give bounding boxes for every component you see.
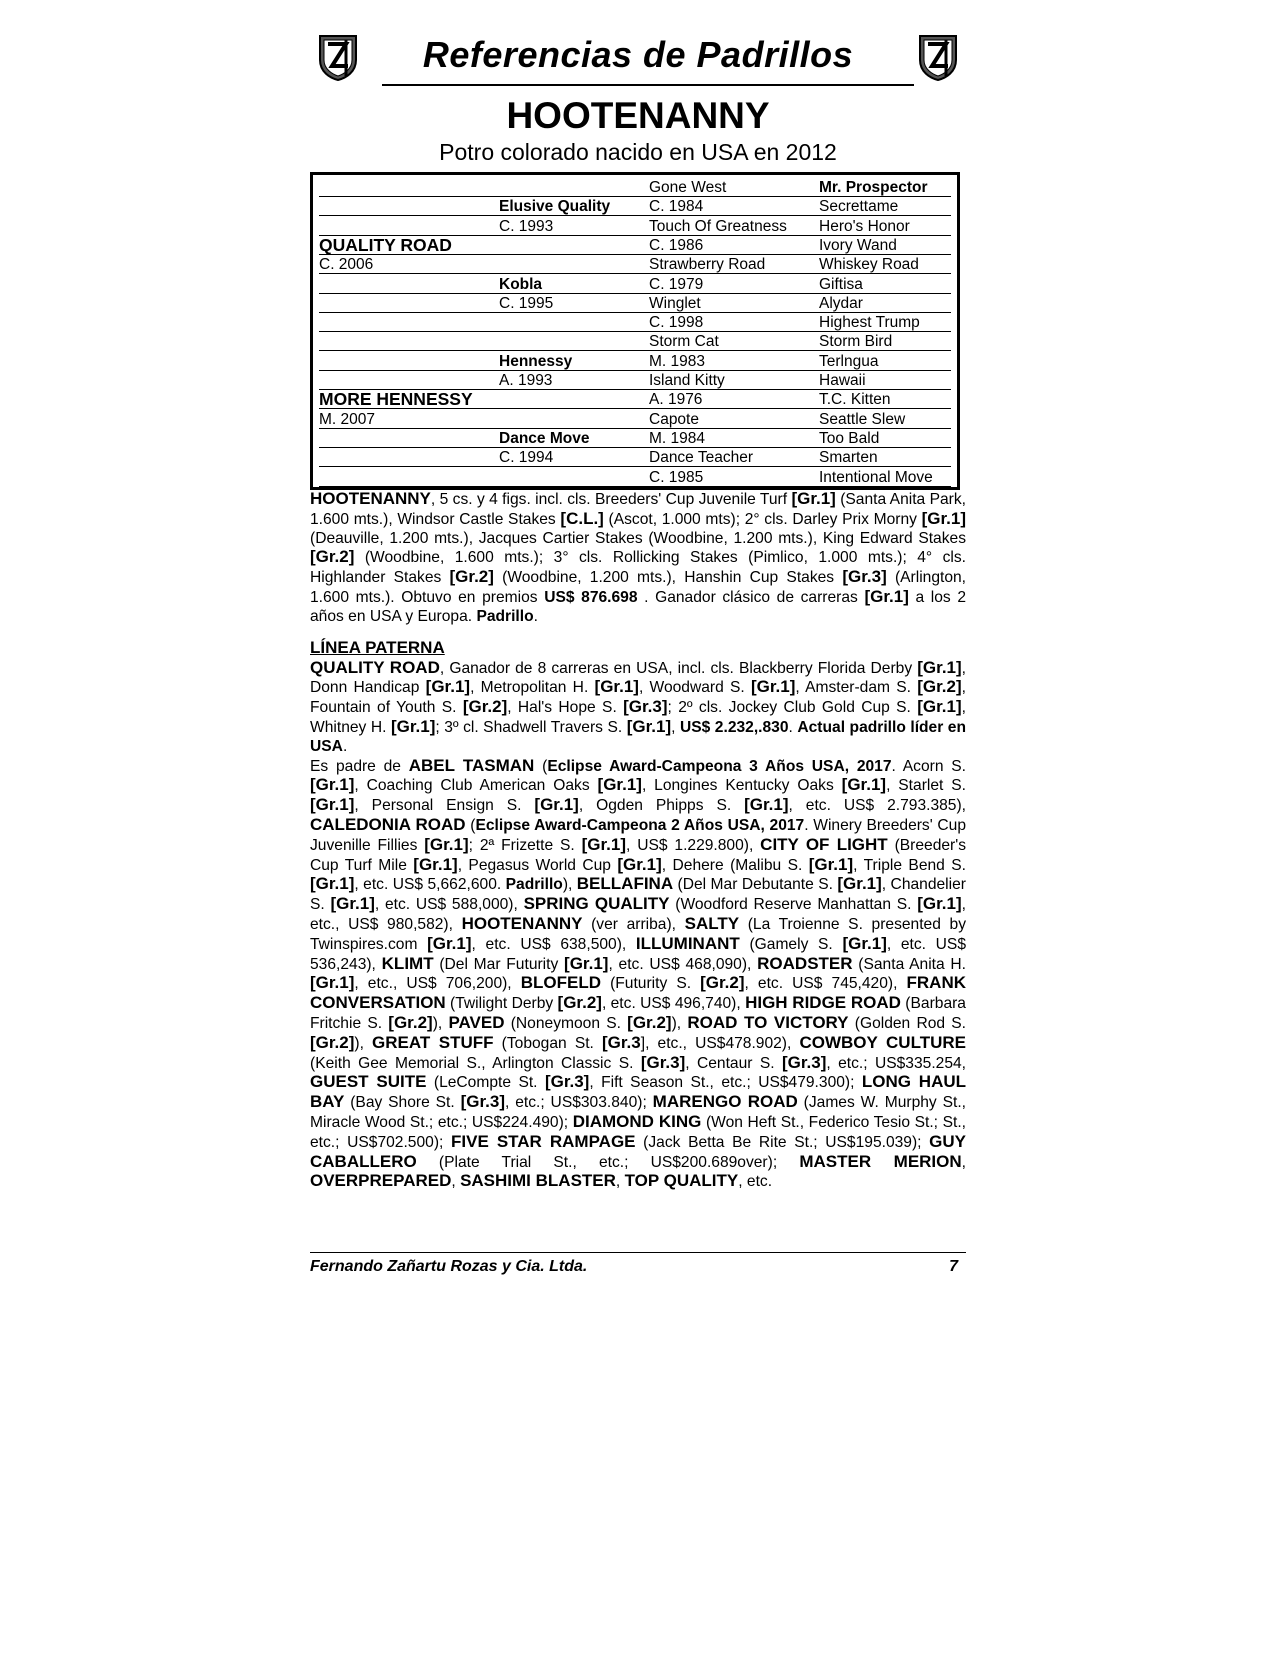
progeny-text: (La Troienne S. presented by Twinspires.com (310, 915, 966, 953)
progeny-highlight: SALTY (684, 913, 740, 933)
pedigree-cell: Winglet (649, 294, 819, 313)
progeny-highlight: [Gr.1] (310, 874, 355, 894)
progeny-highlight: Eclipse Award-Campeona 2 Años USA, 2017 (475, 816, 805, 834)
earnings-amount: US$ 2.232,.830 (679, 718, 789, 736)
progeny-highlight: TOP QUALITY (624, 1171, 739, 1191)
progeny-text: , (451, 1173, 461, 1191)
grade-badge: [Gr.2] (310, 547, 355, 567)
progeny-text: (Futurity S. (601, 975, 701, 993)
pedigree-cell (319, 468, 499, 487)
progeny-text: (Del Mar Futurity (433, 955, 565, 973)
sire-text: . (788, 718, 798, 736)
pedigree-row (319, 352, 945, 371)
pedigree-row (319, 371, 945, 390)
pedigree-row (319, 390, 945, 409)
pedigree-cell (499, 313, 649, 332)
pedigree-cell: MORE HENNESSY (319, 390, 499, 409)
sire-text: , (671, 718, 680, 736)
progeny-text: , Starlet S. (886, 777, 966, 795)
pedigree-cell (319, 178, 499, 197)
progeny-highlight: BELLAFINA (576, 874, 674, 894)
progeny-text: , Fift Season St., etc.; US$479.300); (589, 1074, 862, 1092)
grade-badge: [Gr.3] (623, 697, 668, 717)
pedigree-cell (499, 178, 649, 197)
progeny-highlight: PAVED (448, 1012, 505, 1032)
pedigree-cell: Island Kitty (649, 371, 819, 390)
progeny-highlight: [Gr.2] (310, 1032, 355, 1052)
progeny-highlight: CALEDONIA ROAD (310, 814, 466, 834)
progeny-text: Es padre de (310, 757, 409, 775)
progeny-text: , Ogden Phipps S. (578, 797, 745, 815)
progeny-highlight: [Gr.3 (602, 1032, 641, 1052)
horse-name: HOOTENANNY (506, 95, 770, 136)
pedigree-cell: Mr. Prospector (819, 178, 951, 197)
pedigree-cell: C. 1995 (499, 294, 649, 313)
progeny-text: , US$ 1.229.800), (626, 836, 761, 854)
progeny-text: , Coaching Club American Oaks (354, 777, 598, 795)
progeny-paragraph (310, 757, 966, 1193)
progeny-highlight: [Gr.3] (781, 1052, 827, 1072)
grade-badge: [Gr.1] (791, 489, 836, 508)
sire-name: QUALITY ROAD (310, 657, 440, 677)
progeny-highlight: COWBOY CULTURE (799, 1032, 966, 1052)
grade-badge: [Gr.2] (462, 697, 508, 717)
progeny-text: ), (432, 1014, 449, 1032)
progeny-text: (LeCompte St. (426, 1074, 545, 1092)
progeny-text: , etc. US$ 496,740), (601, 995, 746, 1013)
pedigree-cell: Secrettame (819, 197, 951, 216)
pedigree-cell (319, 352, 499, 371)
progeny-text: (Bay Shore St. (344, 1094, 461, 1112)
pedigree-cell: Gone West (649, 178, 819, 197)
progeny-highlight: [Gr.1] (534, 795, 579, 815)
record-text: . (533, 607, 538, 625)
progeny-text: , etc., US$ 980,582), (310, 896, 966, 933)
progeny-highlight: ILLUMINANT (635, 933, 740, 953)
progeny-highlight: GUEST SUITE (310, 1072, 427, 1092)
sire-text: ; 2º cls. Jockey Club Gold Cup S. (667, 699, 918, 717)
progeny-highlight: [Gr.2] (388, 1012, 433, 1032)
pedigree-row (319, 332, 945, 351)
progeny-text: (Plate Trial St., etc.; US$200.689over); (416, 1153, 800, 1171)
pedigree-cell (319, 217, 499, 236)
progeny-text: (Woodford Reserve Manhattan S. (669, 896, 918, 914)
progeny-highlight: [Gr.1] (837, 874, 882, 894)
grade-badge: [Gr.1] (750, 677, 796, 697)
progeny-text: (Barbara Fritchie S. (310, 995, 966, 1032)
progeny-text: ( (534, 757, 548, 775)
progeny-text: (Noneymoon S. (504, 1014, 628, 1032)
progeny-text: , Chandelier S. (310, 876, 966, 914)
progeny-text: , etc. US$ 468,090), (608, 955, 758, 973)
progeny-text: , Longines Kentucky Oaks (641, 777, 842, 795)
pedigree-cell (319, 197, 499, 216)
pedigree-cell: Whiskey Road (819, 255, 951, 274)
progeny-text: (Santa Anita H. (852, 955, 967, 973)
progeny-highlight: LONG HAUL BAY (310, 1072, 967, 1112)
pedigree-cell: Hero's Honor (819, 217, 951, 236)
record-text: (Woodbine, 1.600 mts.); 3° cls. Rollicking Stakes (Pimlico, 1.000 mts.); 4° cls. Highlander Stakes (310, 549, 966, 587)
pedigree-cell: Terlngua (819, 352, 951, 371)
zr-logo-icon (916, 32, 960, 82)
record-text: . Ganador clásico de carreras (637, 588, 865, 606)
section-title: LÍNEA PATERNA (310, 637, 445, 657)
pedigree-cell (319, 275, 499, 294)
pedigree-row (319, 178, 945, 197)
progeny-highlight: BLOFELD (520, 973, 601, 993)
progeny-highlight: [Gr.3] (544, 1072, 590, 1092)
progeny-text: (Won Heft St., Federico Tesio St.; St., etc.; US$702.500); (310, 1113, 966, 1151)
prize-amount: US$ 876.698 (544, 588, 638, 606)
grade-badge: [Gr.1] (917, 657, 962, 677)
pedigree-cell (499, 390, 649, 409)
pedigree-cell: Storm Cat (649, 332, 819, 351)
pedigree-row (319, 197, 945, 216)
progeny-text: (Gamely S. (739, 935, 843, 953)
progeny-highlight: KLIMT (381, 953, 434, 973)
progeny-text: ], etc., US$478.902), (640, 1034, 800, 1052)
progeny-text: . Acorn S. (891, 757, 966, 775)
progeny-highlight: HOOTENANNY (461, 913, 583, 933)
progeny-highlight: [Gr.1] (330, 894, 375, 914)
pedigree-cell: C. 2006 (319, 255, 499, 274)
progeny-highlight: [Gr.2] (627, 1012, 672, 1032)
pedigree-cell: Smarten (819, 448, 951, 467)
sire-text: ; 3º cl. Shadwell Travers S. (435, 718, 627, 736)
pedigree-cell (319, 448, 499, 467)
progeny-highlight: Padrillo (505, 876, 563, 894)
sire-paragraph (310, 659, 966, 757)
pedigree-row (319, 294, 945, 313)
sire-text: , Metropolitan H. (470, 679, 595, 697)
progeny-text: (Del Mar Debutante S. (673, 876, 838, 894)
progeny-text: , etc. US$ 2.793.385), (788, 797, 966, 815)
progeny-highlight: [Gr.1] (413, 854, 458, 874)
pedigree-cell: Storm Bird (819, 332, 951, 351)
progeny-highlight: [Gr.3] (460, 1092, 505, 1112)
pedigree-row (319, 313, 945, 332)
pedigree-cell (499, 468, 649, 487)
progeny-highlight: [Gr.1] (424, 834, 469, 854)
pedigree-cell: Too Bald (819, 429, 951, 448)
pedigree-cell (319, 371, 499, 390)
progeny-highlight: [Gr.1] (310, 775, 355, 795)
grade-badge: [Gr.1] (626, 716, 672, 736)
progeny-text: , etc. US$ 745,420), (744, 975, 907, 993)
footer-company: Fernando Zañartu Rozas y Cia. Ltda. (310, 1258, 588, 1275)
grade-badge: [Gr.2] (449, 567, 494, 587)
progeny-highlight: [Gr.1] (581, 834, 627, 854)
pedigree-cell: C. 1985 (649, 468, 819, 487)
progeny-text: ; 2ª Frizette S. (468, 836, 582, 854)
progeny-highlight: SASHIMI BLASTER (460, 1171, 616, 1191)
progeny-highlight: [Gr.1] (564, 953, 609, 973)
progeny-highlight: FIVE STAR RAMPAGE (451, 1131, 636, 1151)
pedigree-row (319, 468, 945, 487)
pedigree-row (319, 236, 945, 255)
pedigree-cell (499, 236, 649, 255)
page-number: 7 (949, 1258, 958, 1275)
progeny-text: . Winery Breeders' Cup Juvenille Fillies (310, 816, 966, 854)
progeny-highlight: [Gr.1] (808, 854, 854, 874)
progeny-text: ), (671, 1014, 688, 1032)
grade-badge: [Gr.1] (864, 586, 909, 606)
record-text: , 5 cs. y 4 figs. incl. cls. Breeders' Cup Juvenile Turf (430, 491, 792, 508)
sire-text: , Whitney H. (310, 699, 966, 736)
pedigree-row (319, 275, 945, 294)
progeny-highlight: [Gr.1] (917, 894, 962, 914)
progeny-text: ), (562, 876, 577, 894)
sire-label: Padrillo (476, 607, 534, 625)
progeny-highlight: Eclipse Award-Campeona 3 Años USA, 2017 (547, 757, 892, 775)
progeny-highlight: FRANK CONVERSATION (310, 973, 966, 1013)
pedigree-cell (319, 332, 499, 351)
progeny-text: , etc. (738, 1173, 773, 1191)
leader-note: Actual padrillo líder en USA (310, 718, 967, 755)
pedigree-cell: M. 1983 (649, 352, 819, 371)
progeny-text: (ver arriba), (582, 915, 685, 933)
progeny-highlight: ABEL TASMAN (408, 755, 535, 775)
pedigree-cell: Kobla (499, 275, 649, 294)
pedigree-cell: C. 1998 (649, 313, 819, 332)
pedigree-cell: QUALITY ROAD (319, 236, 499, 255)
sire-text: , Woodward S. (638, 679, 751, 697)
record-text: a los 2 años en USA y Europa. (310, 588, 966, 625)
progeny-text: , Triple Bend S. (853, 856, 966, 874)
progeny-text: , etc.; US$335.254, (826, 1054, 966, 1072)
pedigree-cell: Dance Teacher (649, 448, 819, 467)
progeny-text: , Pegasus World Cup (457, 856, 618, 874)
pedigree-cell (499, 332, 649, 351)
pedigree-cell: Giftisa (819, 275, 951, 294)
pedigree-table (310, 172, 960, 490)
progeny-highlight: OVERPREPARED (310, 1171, 452, 1191)
race-record-paragraph (310, 490, 966, 627)
pedigree-cell: Capote (649, 410, 819, 429)
progeny-text: (Breeder's Cup Turf Mile (310, 836, 967, 874)
grade-badge: [Gr.1] (921, 508, 966, 528)
pedigree-cell: M. 2007 (319, 410, 499, 429)
progeny-text: ), (354, 1034, 373, 1052)
grade-badge: [Gr.3] (842, 567, 887, 587)
pedigree-cell (319, 294, 499, 313)
progeny-highlight: [Gr.1] (617, 854, 662, 874)
progeny-text: (Golden Rod S. (848, 1014, 966, 1032)
progeny-highlight: CITY OF LIGHT (760, 834, 888, 854)
pedigree-cell: Seattle Slew (819, 410, 951, 429)
pedigree-row (319, 429, 945, 448)
pedigree-cell: Ivory Wand (819, 236, 951, 255)
progeny-highlight: DIAMOND KING (572, 1111, 702, 1131)
pedigree-cell: Hawaii (819, 371, 951, 390)
progeny-text: (Jack Betta Be Rite St.; US$195.039); (635, 1133, 930, 1151)
pedigree-cell: C. 1984 (649, 197, 819, 216)
record-text: (Santa Anita Park, 1.600 mts.), Windsor Castle Stakes (310, 491, 966, 528)
progeny-text: ( (465, 816, 476, 834)
grade-badge: [C.L.] (560, 508, 604, 528)
pedigree-row (319, 410, 945, 429)
grade-badge: [Gr.1] (594, 677, 639, 697)
progeny-text: , etc. US$ 638,500), (471, 935, 636, 953)
progeny-highlight: [Gr.3] (640, 1052, 686, 1072)
progeny-text: , Personal Ensign S. (354, 797, 535, 815)
grade-badge: [Gr.1] (390, 716, 436, 736)
pedigree-cell: A. 1976 (649, 390, 819, 409)
progeny-highlight: [Gr.1] (841, 775, 887, 795)
pedigree-cell: M. 1984 (649, 429, 819, 448)
pedigree-cell: Elusive Quality (499, 197, 649, 216)
progeny-highlight: [Gr.1] (744, 795, 789, 815)
header-title: Referencias de Padrillos (422, 34, 854, 75)
pedigree-cell: Intentional Move (819, 468, 951, 487)
sire-text: , Donn Handicap (310, 659, 967, 697)
pedigree-row (319, 448, 945, 467)
progeny-text: , etc. US$ 588,000), (374, 896, 524, 914)
progeny-text: (Keith Gee Memorial S., Arlington Classic S. (310, 1054, 641, 1072)
pedigree-cell: T.C. Kitten (819, 390, 951, 409)
pedigree-cell (319, 313, 499, 332)
record-horse-name: HOOTENANNY (310, 489, 431, 508)
pedigree-cell: A. 1993 (499, 371, 649, 390)
pedigree-cell: Highest Trump (819, 313, 951, 332)
progeny-highlight: [Gr.1] (427, 933, 472, 953)
sire-text: , Fountain of Youth S. (310, 679, 966, 717)
sire-text: , Ganador de 8 carreras en USA, incl. cls. Blackberry Florida Derby (439, 659, 918, 677)
sire-text: , Hal's Hope S. (507, 699, 624, 717)
page-header (310, 30, 966, 86)
progeny-text: , etc. US$ 5,662,600. (354, 876, 506, 894)
grade-badge: [Gr.1] (425, 677, 471, 697)
pedigree-cell: Alydar (819, 294, 951, 313)
progeny-highlight: [Gr.2] (557, 993, 602, 1013)
progeny-highlight: SPRING QUALITY (523, 894, 670, 914)
page-footer (310, 1252, 966, 1276)
pedigree-cell: Hennessy (499, 352, 649, 371)
progeny-text: , etc.; US$303.840); (505, 1094, 653, 1112)
progeny-highlight: [Gr.1] (310, 973, 355, 993)
progeny-text: , Dehere (Malibu S. (661, 856, 809, 874)
record-text: (Ascot, 1.000 mts); 2° cls. Darley Prix Morny (603, 510, 922, 528)
pedigree-cell: C. 1986 (649, 236, 819, 255)
progeny-highlight: [Gr.2] (700, 973, 745, 993)
progeny-highlight: GUY CABALLERO (310, 1131, 966, 1171)
progeny-text: (James W. Murphy St., Miracle Wood St.; etc.; US$224.490); (310, 1094, 966, 1131)
pedigree-cell (499, 410, 649, 429)
pedigree-cell: C. 1993 (499, 217, 649, 236)
grade-badge: [Gr.2] (917, 677, 962, 697)
header-rule (382, 84, 914, 86)
pedigree-cell: Touch Of Greatness (649, 217, 819, 236)
progeny-highlight: HIGH RIDGE ROAD (745, 993, 901, 1013)
record-text: (Woodbine, 1.200 mts.), Hanshin Cup Stakes (493, 569, 843, 587)
progeny-highlight: [Gr.1] (597, 775, 642, 795)
progeny-highlight: [Gr.1] (310, 795, 355, 815)
progeny-highlight: GREAT STUFF (372, 1032, 494, 1052)
progeny-highlight: ROADSTER (757, 953, 853, 973)
horse-subtitle: Potro colorado nacido en USA en 2012 (439, 139, 837, 165)
progeny-text: , etc. US$ 536,243), (310, 935, 966, 973)
sire-text: . (342, 737, 348, 755)
pedigree-cell (499, 255, 649, 274)
progeny-highlight: ROAD TO VICTORY (687, 1012, 849, 1032)
progeny-text: , etc., US$ 706,200), (354, 975, 521, 993)
pedigree-cell: C. 1994 (499, 448, 649, 467)
grade-badge: [Gr.1] (917, 697, 962, 717)
sire-text: , Amster-dam S. (795, 679, 918, 697)
progeny-text: (Twilight Derby (445, 995, 558, 1013)
progeny-highlight: MARENGO ROAD (652, 1092, 798, 1112)
progeny-text: , Centaur S. (685, 1054, 782, 1072)
pedigree-row (319, 217, 945, 236)
document-page (310, 30, 966, 1192)
pedigree-cell (319, 429, 499, 448)
record-text: (Deauville, 1.200 mts.), Jacques Cartier Stakes (Woodbine, 1.200 mts.), King Edward Stakes (310, 529, 966, 547)
progeny-text: (Tobogan St. (493, 1034, 602, 1052)
pedigree-row (319, 255, 945, 274)
progeny-text: , (961, 1153, 967, 1171)
progeny-highlight: MASTER MERION (799, 1151, 962, 1171)
pedigree-cell: Strawberry Road (649, 255, 819, 274)
pedigree-cell: Dance Move (499, 429, 649, 448)
record-text: (Arlington, 1.600 mts.). Obtuvo en premios (310, 569, 967, 606)
pedigree-cell: C. 1979 (649, 275, 819, 294)
progeny-highlight: [Gr.1] (842, 933, 887, 953)
progeny-text: , (615, 1173, 625, 1191)
